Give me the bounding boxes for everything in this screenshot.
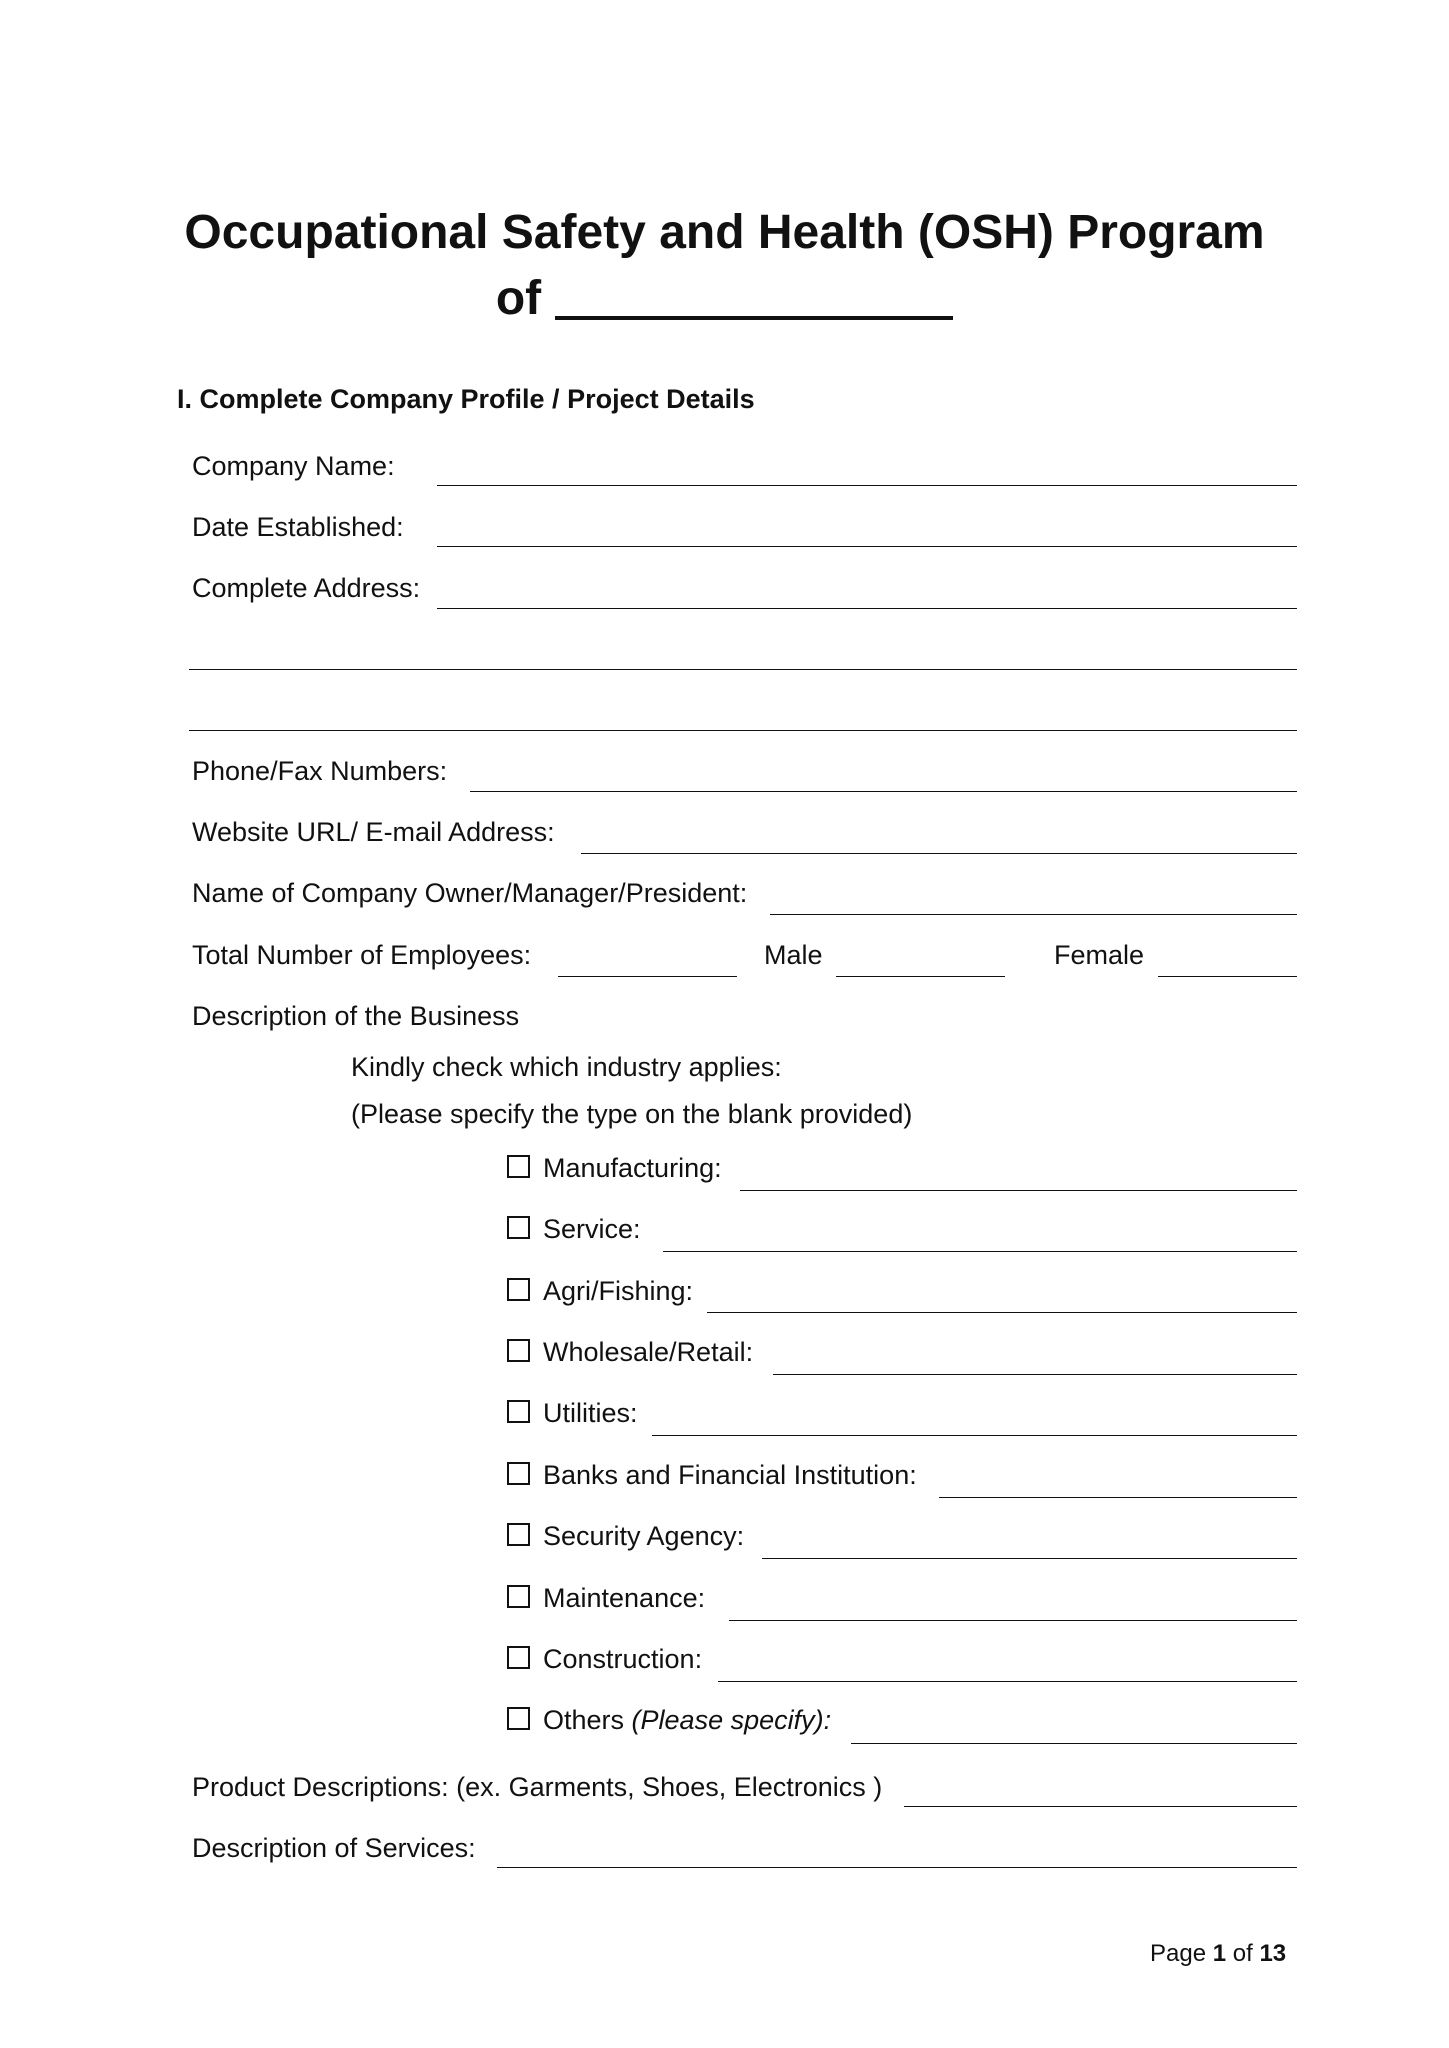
industry-hint: (Please specify the type on the blank provided) — [351, 1099, 913, 1129]
of-word: of — [1232, 1940, 1253, 1967]
checkbox-wholesale-retail[interactable] — [507, 1339, 530, 1362]
complete-address-field-3[interactable] — [189, 730, 1297, 731]
security-agency-field[interactable] — [762, 1558, 1297, 1559]
industry-construction — [507, 1644, 702, 1674]
banks-field[interactable] — [939, 1497, 1297, 1498]
business-description-label: Description of the Business — [192, 1001, 520, 1031]
construction-field[interactable] — [718, 1681, 1297, 1682]
checkbox-manufacturing[interactable] — [507, 1155, 530, 1178]
industry-banks — [507, 1460, 917, 1490]
phone-fax-label: Phone/Fax Numbers: — [192, 756, 448, 786]
product-descriptions-field[interactable] — [904, 1806, 1297, 1807]
company-name-label: Company Name: — [192, 451, 395, 481]
industry-label: Service: — [543, 1214, 641, 1244]
page-number — [1150, 1940, 1286, 1968]
checkbox-others[interactable] — [507, 1707, 530, 1730]
product-descriptions-label: Product Descriptions: (ex. Garments, Shoes, Electronics ) — [192, 1772, 883, 1802]
services-description-label: Description of Services: — [192, 1833, 476, 1863]
maintenance-field[interactable] — [729, 1620, 1297, 1621]
document-title: Occupational Safety and Health (OSH) Program — [184, 206, 1265, 259]
title-of-text: of — [495, 272, 542, 325]
agri-fishing-field[interactable] — [707, 1312, 1297, 1313]
page-current: 1 — [1212, 1940, 1227, 1967]
industry-agri-fishing — [507, 1276, 693, 1306]
services-description-field[interactable] — [497, 1867, 1297, 1868]
wholesale-retail-field[interactable] — [773, 1374, 1297, 1375]
total-employees-label: Total Number of Employees: — [192, 940, 532, 970]
checkbox-service[interactable] — [507, 1216, 530, 1239]
industry-label: Security Agency: — [543, 1521, 745, 1551]
checkbox-maintenance[interactable] — [507, 1585, 530, 1608]
page-total: 13 — [1259, 1940, 1287, 1967]
industry-label: Manufacturing: — [543, 1153, 722, 1183]
industry-label: Construction: — [543, 1644, 703, 1674]
others-label: Others — [543, 1705, 625, 1735]
owner-field[interactable] — [770, 914, 1297, 915]
industry-label: Banks and Financial Institution: — [543, 1460, 917, 1490]
utilities-field[interactable] — [652, 1435, 1297, 1436]
industry-manufacturing — [507, 1153, 722, 1183]
others-field[interactable] — [851, 1743, 1297, 1744]
male-label: Male — [764, 940, 823, 970]
checkbox-banks[interactable] — [507, 1462, 530, 1485]
date-established-field[interactable] — [437, 546, 1297, 547]
others-hint: (Please specify): — [631, 1705, 832, 1735]
website-email-label: Website URL/ E-mail Address: — [192, 817, 555, 847]
industry-label: Wholesale/Retail: — [543, 1337, 754, 1367]
checkbox-security-agency[interactable] — [507, 1523, 530, 1546]
industry-service — [507, 1214, 641, 1244]
checkbox-utilities[interactable] — [507, 1400, 530, 1423]
section-heading: I. Complete Company Profile / Project Details — [177, 384, 755, 414]
industry-maintenance — [507, 1583, 705, 1613]
female-field[interactable] — [1158, 976, 1297, 977]
complete-address-field-1[interactable] — [437, 608, 1297, 609]
document-title-line2 — [0, 262, 1449, 327]
checkbox-agri-fishing[interactable] — [507, 1278, 530, 1301]
checkbox-construction[interactable] — [507, 1646, 530, 1669]
industry-utilities — [507, 1398, 638, 1428]
male-field[interactable] — [836, 976, 1005, 977]
service-field[interactable] — [663, 1251, 1297, 1252]
total-employees-field[interactable] — [558, 976, 737, 977]
owner-label: Name of Company Owner/Manager/President: — [192, 878, 748, 908]
industry-label: Maintenance: — [543, 1583, 706, 1613]
industry-security-agency — [507, 1521, 744, 1551]
page-word: Page — [1150, 1940, 1207, 1967]
complete-address-label: Complete Address: — [192, 573, 421, 603]
company-name-title-blank[interactable] — [555, 268, 953, 320]
industry-others — [507, 1705, 831, 1735]
phone-fax-field[interactable] — [470, 791, 1297, 792]
complete-address-field-2[interactable] — [189, 669, 1297, 670]
manufacturing-field[interactable] — [740, 1190, 1297, 1191]
website-email-field[interactable] — [581, 853, 1297, 854]
date-established-label: Date Established: — [192, 512, 404, 542]
industry-prompt: Kindly check which industry applies: — [351, 1052, 782, 1082]
industry-label: Utilities: — [543, 1398, 638, 1428]
female-label: Female — [1054, 940, 1145, 970]
industry-wholesale-retail — [507, 1337, 753, 1367]
industry-label: Agri/Fishing: — [543, 1276, 694, 1306]
company-name-field[interactable] — [437, 485, 1297, 486]
